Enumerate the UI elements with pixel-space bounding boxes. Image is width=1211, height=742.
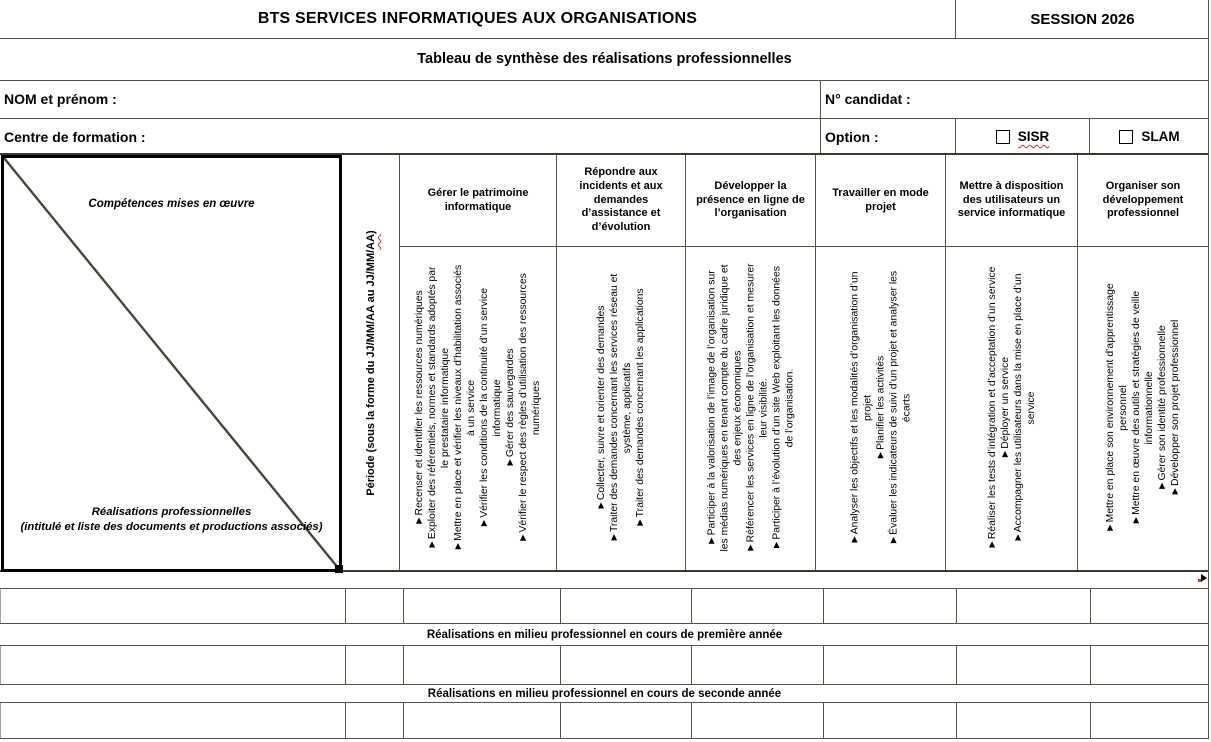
grid-cell[interactable] — [1091, 703, 1209, 738]
entry-row-2 — [0, 646, 1209, 684]
grid-cell[interactable] — [346, 703, 404, 738]
training-center-field[interactable] — [0, 118, 820, 155]
grid-cell[interactable] — [1, 703, 346, 738]
competency-item: ►Planifier les activités — [875, 355, 886, 461]
competency-column-title: Gérer le patrimoine informatique — [400, 155, 556, 247]
grid-cell[interactable] — [957, 589, 1091, 623]
competency-column — [557, 155, 686, 570]
competency-column-title: Répondre aux incidents et aux demandes d’assistance et d’évolution — [557, 155, 685, 247]
sisr-label: SISR — [1017, 129, 1050, 144]
slam-checkbox[interactable] — [1119, 130, 1133, 144]
competency-column-title: Mettre à disposition des utilisateurs un service informatique — [946, 155, 1077, 247]
competency-item: ►Évaluer les indicateurs de suivi d’un projet et analyser les écarts — [888, 270, 912, 546]
grid-cell[interactable] — [561, 646, 693, 684]
anchor-triangle-icon — [1201, 574, 1207, 582]
competency-item: ►Participer à la valorisation de l’image de l’organisation sur les médias numériques en tenant compte du cadre juridique et des enjeux économiques — [706, 264, 743, 552]
grid-cell[interactable] — [1, 646, 346, 684]
period-label — [365, 158, 377, 568]
period-label-suffix: ) — [364, 229, 377, 234]
grid-cell[interactable] — [824, 589, 957, 623]
period-label-prefix: Période (sous la forme du JJ/MM/AA au JJ/MM/ — [364, 249, 377, 496]
anchor-red-dot-icon — [1198, 579, 1201, 582]
competency-item: ►Collecter, suivre et orienter des demandes — [596, 305, 607, 511]
option-sisr-cell — [955, 118, 1089, 155]
competency-item: ►Vérifier les conditions de la continuité d’un service informatique — [479, 287, 503, 529]
corner-competences-label: Compétences mises en œuvre — [88, 198, 255, 210]
competency-item-list — [557, 247, 685, 569]
competency-column — [816, 155, 946, 570]
grid-line — [0, 738, 1209, 739]
candidate-number-field[interactable] — [820, 80, 1209, 118]
competency-item: ►Gérer des sauvegardes — [505, 348, 516, 468]
grid-cell[interactable] — [346, 589, 404, 623]
competency-item: ►Déployer un service — [999, 356, 1011, 460]
corner-realisations-subtitle: (intitulé et liste des documents et productions associés) — [20, 520, 323, 533]
competency-column — [1078, 155, 1209, 570]
slam-label: SLAM — [1141, 129, 1180, 144]
competency-item-list — [946, 247, 1077, 569]
option-slam-cell — [1089, 118, 1209, 155]
grid-cell[interactable] — [692, 589, 824, 623]
competency-item: ►Mettre en place son environnement d’apprentissage personnel — [1105, 283, 1129, 533]
entry-row-3 — [0, 703, 1209, 738]
corner-realisations-label — [4, 505, 339, 536]
anchor-icon — [1198, 574, 1208, 583]
competency-column-title: Travailler en mode projet — [816, 155, 945, 247]
grid-cell[interactable] — [1091, 589, 1209, 623]
grid-cell[interactable] — [404, 646, 561, 684]
grid-cell[interactable] — [824, 646, 957, 684]
competency-item: ►Vérifier le respect des règles d’utilisation des ressources numériques — [518, 273, 542, 543]
name-field[interactable] — [0, 80, 820, 118]
grid-cell[interactable] — [561, 589, 693, 623]
title-row — [0, 0, 1209, 39]
identity-row-1 — [0, 80, 1209, 119]
candidate-number-label: N° candidat : — [825, 91, 911, 107]
competency-item: ►Exploiter des référentiels, normes et standards adoptés par le prestataire informatique — [427, 266, 451, 550]
competency-item-list — [1078, 247, 1208, 569]
diagonal-corner-cell — [1, 155, 342, 572]
competency-item: ►Traiter des demandes concernant les applications — [635, 288, 646, 528]
entry-row-1 — [0, 589, 1209, 623]
competency-item-list — [400, 247, 556, 569]
competency-item: ►Référencer les services en ligne de l’organisation et mesurer leur visibilité. — [745, 263, 769, 553]
grid-cell[interactable] — [404, 703, 561, 738]
competency-column-title: Organiser son développement professionnel — [1078, 155, 1208, 247]
grid-cell[interactable] — [1091, 646, 1209, 684]
period-label-wavy: AA — [364, 233, 377, 250]
identity-row-2 — [0, 118, 1209, 155]
grid-cell[interactable] — [824, 703, 957, 738]
bts-title: BTS SERVICES INFORMATIQUES AUX ORGANISATIONS — [0, 0, 956, 38]
competency-column-title: Développer la présence en ligne de l’organisation — [686, 155, 815, 247]
session-label: SESSION 2026 — [1030, 10, 1135, 28]
competency-item: ►Mettre en place et vérifier les niveaux d’habilitation associés à un service — [453, 264, 477, 552]
option-label-cell — [820, 118, 955, 155]
grid-cell[interactable] — [346, 646, 404, 684]
competency-column — [400, 155, 557, 570]
training-center-label: Centre de formation : — [4, 128, 146, 145]
competency-item: ►Analyser les objectifs et les modalités d’organisation d’un projet — [849, 271, 873, 545]
corner-realisations-title: Réalisations professionnelles — [91, 505, 252, 518]
competency-item: ►Accompagner les utilisateurs dans la mise en place d’un service — [1012, 273, 1037, 543]
name-label: NOM et prénom : — [4, 91, 117, 107]
competency-item: ►Traiter des demandes concernant les services réseau et système, applicatifs — [609, 273, 633, 543]
competency-item: ►Recenser et identifier les ressources numériques — [414, 290, 425, 526]
grid-cell[interactable] — [957, 703, 1091, 738]
banner-first-year: Réalisations en milieu professionnel en cours de première année — [426, 628, 783, 641]
period-column — [342, 155, 400, 570]
banner-second-year: Réalisations en milieu professionnel en cours de seconde année — [427, 687, 782, 700]
competency-item-list — [816, 247, 945, 569]
competency-item: ►Gérer son identité professionnelle — [1157, 325, 1168, 491]
page-right-border — [1208, 0, 1209, 739]
competency-item: ►Participer à l’évolution d’un site Web exploitant les données de l’organisation. — [771, 266, 795, 550]
grid-cell[interactable] — [957, 646, 1091, 684]
grid-cell[interactable] — [692, 646, 824, 684]
grid-cell[interactable] — [1, 589, 346, 623]
competency-column — [946, 155, 1078, 570]
competency-item-list — [686, 247, 815, 569]
competency-item: ►Mettre en œuvre des outils et stratégies de veille informationnelle — [1131, 290, 1155, 526]
competency-item: ►Développer son projet professionnel — [1170, 319, 1181, 497]
grid-cell[interactable] — [404, 589, 561, 623]
sisr-checkbox[interactable] — [996, 130, 1010, 144]
competency-item: ►Réaliser les tests d’intégration et d’acceptation d’un service — [986, 266, 998, 550]
competency-column — [686, 155, 816, 570]
grid-cell[interactable] — [561, 703, 693, 738]
option-label: Option : — [825, 128, 879, 145]
grid-cell[interactable] — [692, 703, 824, 738]
document-subtitle: Tableau de synthèse des réalisations professionnelles — [0, 38, 1209, 81]
